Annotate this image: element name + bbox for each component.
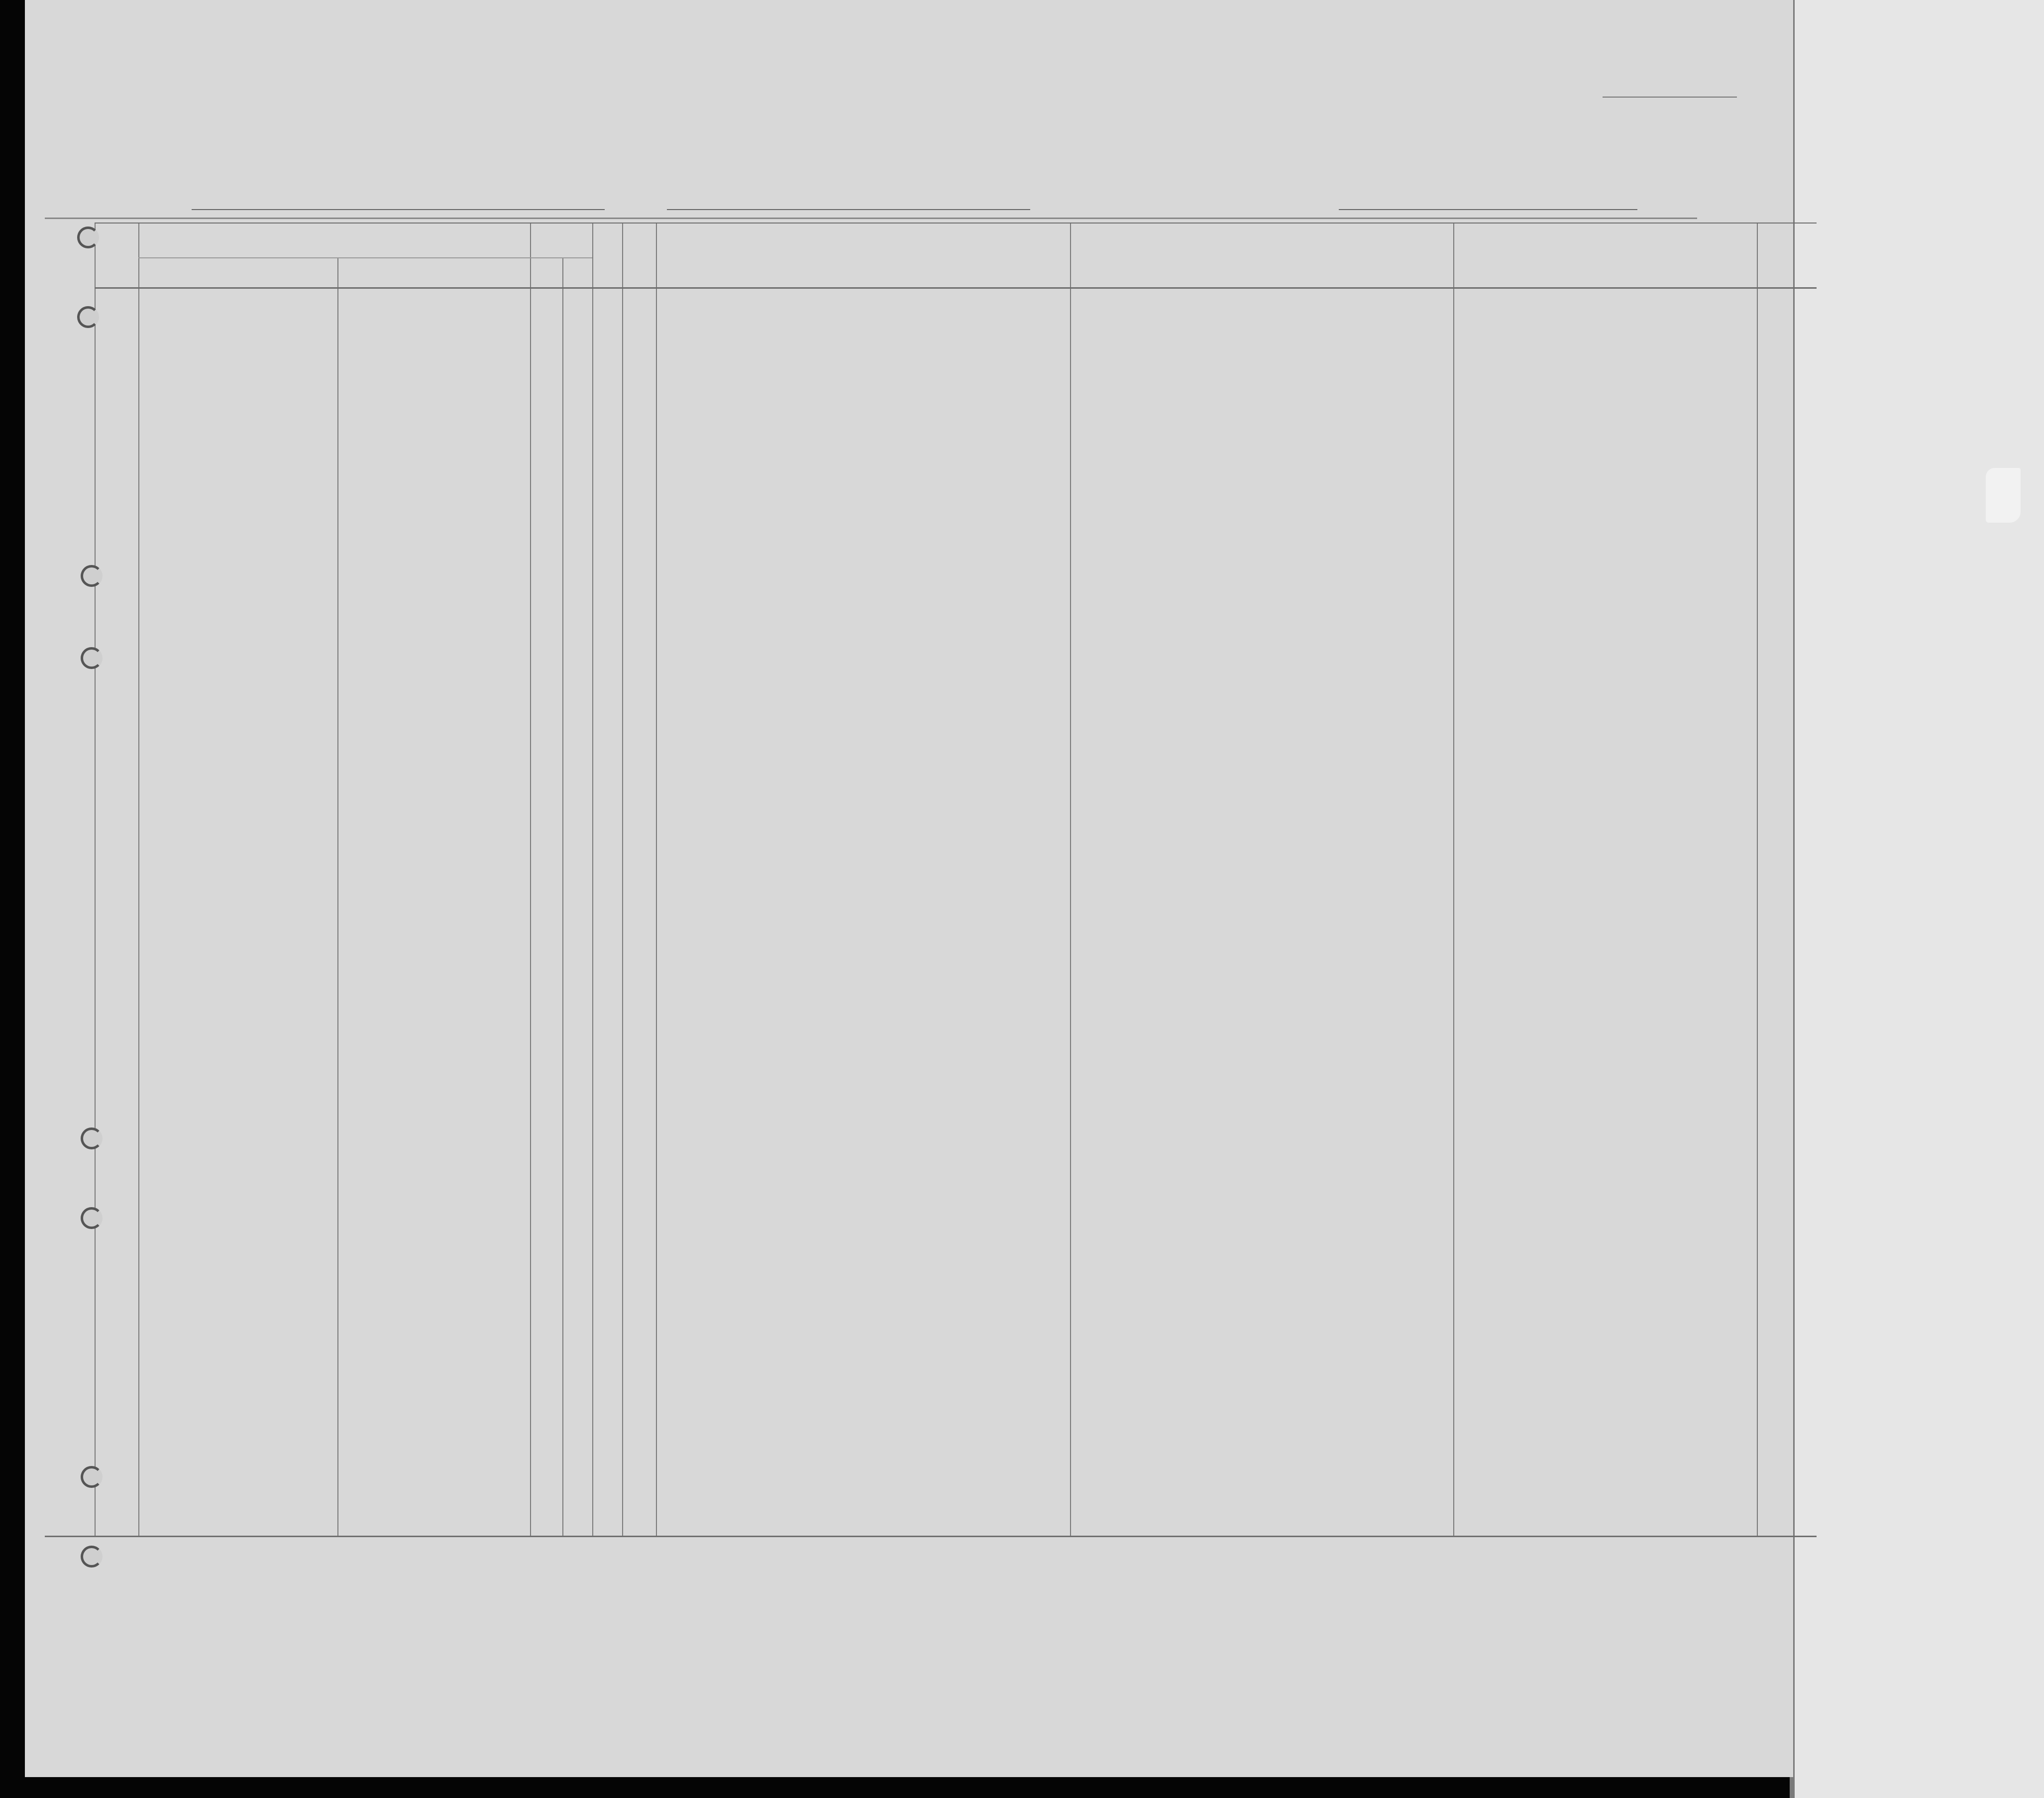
citizen-list-form [25, 0, 1793, 1777]
voyage-rule [45, 218, 1697, 219]
binder-hole-mark [77, 226, 99, 248]
number-underline [1603, 97, 1737, 98]
voyage-line [124, 179, 1737, 214]
departure-underline [667, 209, 1030, 210]
page-edge-tab [1793, 0, 2044, 1798]
binder-hole-mark [81, 1466, 103, 1488]
passenger-table [95, 223, 1762, 1537]
binder-hole-mark [77, 306, 99, 328]
binder-hole-mark [81, 1546, 103, 1568]
binder-hole-mark [81, 1127, 103, 1149]
binder-hole-mark [81, 565, 103, 587]
arrival-underline [1339, 209, 1637, 210]
binder-hole-mark [81, 1207, 103, 1229]
binder-hole-mark [81, 647, 103, 669]
ship-underline [192, 209, 605, 210]
passenger-rows [95, 223, 1817, 1537]
torn-paper-flap [1986, 468, 2021, 523]
